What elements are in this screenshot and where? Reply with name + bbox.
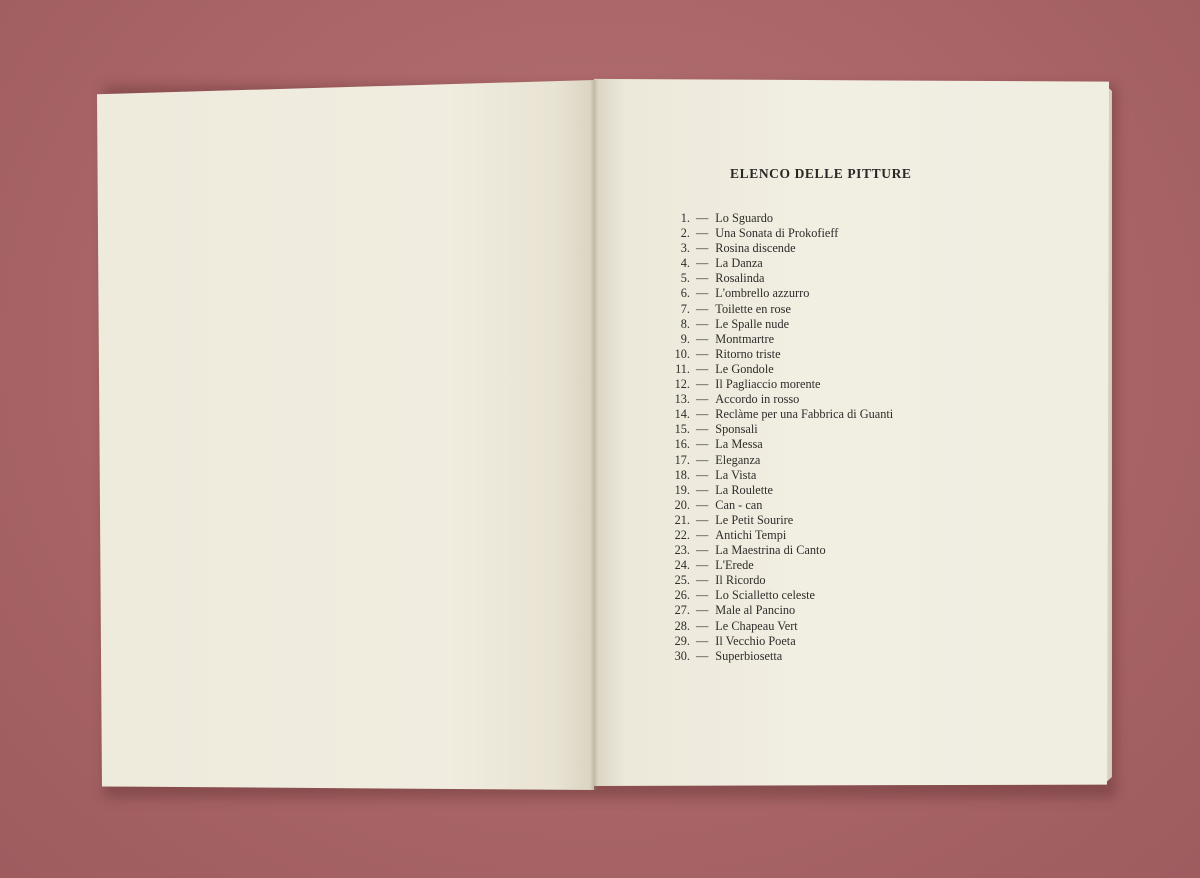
item-number: 17.	[674, 452, 690, 467]
item-dash: —	[696, 648, 709, 663]
list-item	[662, 543, 893, 558]
item-dash: —	[696, 361, 709, 376]
list-item	[662, 347, 893, 362]
item-title: Una Sonata di Prokofieff	[715, 226, 839, 241]
item-title: Le Spalle nude	[715, 316, 790, 331]
item-number: 6.	[680, 286, 690, 301]
item-dash: —	[696, 512, 709, 527]
item-dash: —	[696, 467, 709, 482]
list-item	[662, 558, 893, 573]
list-item	[662, 573, 893, 588]
list-item	[662, 649, 893, 664]
list-item	[662, 603, 893, 618]
item-title: Il Vecchio Poeta	[715, 633, 796, 648]
item-number: 15.	[674, 422, 690, 437]
list-item	[662, 362, 893, 377]
item-dash: —	[696, 452, 709, 467]
item-number: 21.	[674, 512, 690, 527]
item-dash: —	[696, 316, 709, 331]
item-title: L'ombrello azzurro	[715, 286, 810, 301]
item-title: La Roulette	[715, 482, 774, 497]
item-title: Le Petit Sourire	[715, 512, 794, 527]
item-number: 26.	[674, 588, 690, 603]
item-number: 13.	[674, 392, 690, 407]
list-item	[662, 619, 893, 634]
item-dash: —	[696, 301, 709, 316]
item-title: Sponsali	[715, 422, 758, 437]
item-dash: —	[696, 407, 709, 422]
item-dash: —	[696, 211, 709, 225]
item-dash: —	[696, 558, 709, 573]
item-number: 9.	[680, 331, 690, 346]
list-item	[662, 634, 893, 649]
item-number: 4.	[680, 256, 690, 271]
item-title: La Messa	[715, 437, 763, 452]
list-item	[662, 286, 893, 301]
item-number: 24.	[674, 558, 690, 573]
item-dash: —	[696, 482, 709, 497]
item-number: 8.	[680, 316, 690, 331]
item-title: Accordo in rosso	[715, 392, 800, 407]
item-title: Le Gondole	[715, 361, 774, 376]
list-item	[662, 422, 893, 437]
item-dash: —	[696, 331, 709, 346]
item-title: La Maestrina di Canto	[715, 543, 826, 558]
item-title: Il Ricordo	[715, 573, 766, 588]
item-title: Le Chapeau Vert	[715, 618, 798, 633]
item-number: 5.	[680, 271, 690, 286]
list-item	[662, 468, 893, 483]
item-number: 7.	[680, 301, 690, 316]
list-item	[662, 392, 893, 407]
item-number: 25.	[674, 573, 690, 588]
list-item	[662, 453, 893, 468]
item-dash: —	[696, 346, 709, 361]
list-item	[662, 256, 893, 271]
left-page	[97, 80, 594, 790]
list-item	[662, 241, 893, 256]
item-dash: —	[696, 377, 709, 392]
item-dash: —	[696, 286, 709, 301]
item-dash: —	[696, 437, 709, 452]
item-title: Toilette en rose	[715, 301, 791, 316]
booklet-spine	[590, 80, 598, 790]
item-title: L'Erede	[715, 558, 754, 573]
item-number: 30.	[674, 648, 690, 663]
list-item	[662, 317, 893, 332]
item-title: Ritorno triste	[715, 346, 781, 361]
item-title: La Danza	[715, 256, 763, 271]
item-number: 20.	[674, 497, 690, 512]
item-title: Rosalinda	[715, 271, 765, 286]
item-title: Eleganza	[715, 452, 761, 467]
item-number: 16.	[674, 437, 690, 452]
item-number: 28.	[674, 618, 690, 633]
paintings-list	[662, 211, 893, 664]
list-item	[662, 588, 893, 603]
item-title: Superbiosetta	[715, 648, 783, 663]
item-number: 14.	[674, 407, 690, 422]
list-item	[662, 437, 893, 452]
item-dash: —	[696, 497, 709, 512]
item-dash: —	[696, 633, 709, 648]
item-title: La Vista	[715, 467, 757, 482]
list-item	[662, 513, 893, 528]
item-number: 22.	[674, 527, 690, 542]
item-number: 12.	[674, 377, 690, 392]
item-title: Antichi Tempi	[715, 527, 787, 542]
item-number: 18.	[674, 467, 690, 482]
item-number: 27.	[674, 603, 690, 618]
list-item	[662, 407, 893, 422]
item-dash: —	[696, 241, 709, 256]
item-number: 10.	[674, 346, 690, 361]
item-dash: —	[696, 603, 709, 618]
page-title: ELENCO DELLE PITTURE	[730, 166, 912, 181]
list-item	[662, 271, 893, 286]
list-item	[662, 332, 893, 347]
list-item	[662, 498, 893, 513]
item-title: Rosina discende	[715, 241, 796, 256]
list-item	[662, 483, 893, 498]
item-number: 1.	[680, 211, 690, 225]
item-dash: —	[696, 256, 709, 271]
item-number: 23.	[674, 543, 690, 558]
item-number: 29.	[674, 633, 690, 648]
list-item	[662, 302, 893, 317]
list-item	[662, 211, 893, 226]
item-title: Lo Scialletto celeste	[715, 588, 815, 603]
item-title: Can - can	[715, 497, 763, 512]
item-number: 2.	[680, 226, 690, 241]
item-number: 3.	[680, 241, 690, 256]
item-title: Male al Pancino	[715, 603, 796, 618]
item-dash: —	[696, 422, 709, 437]
item-dash: —	[696, 588, 709, 603]
list-item	[662, 377, 893, 392]
item-dash: —	[696, 543, 709, 558]
item-title: Reclàme per una Fabbrica di Guanti	[715, 407, 894, 422]
item-number: 19.	[674, 482, 690, 497]
item-number: 11.	[675, 361, 690, 376]
item-dash: —	[696, 392, 709, 407]
list-item	[662, 226, 893, 241]
list-item	[662, 528, 893, 543]
item-dash: —	[696, 271, 709, 286]
item-title: Lo Sguardo	[715, 211, 774, 225]
item-dash: —	[696, 573, 709, 588]
item-dash: —	[696, 527, 709, 542]
item-dash: —	[696, 226, 709, 241]
item-title: Montmartre	[715, 331, 775, 346]
item-title: Il Pagliaccio morente	[715, 377, 821, 392]
item-dash: —	[696, 618, 709, 633]
